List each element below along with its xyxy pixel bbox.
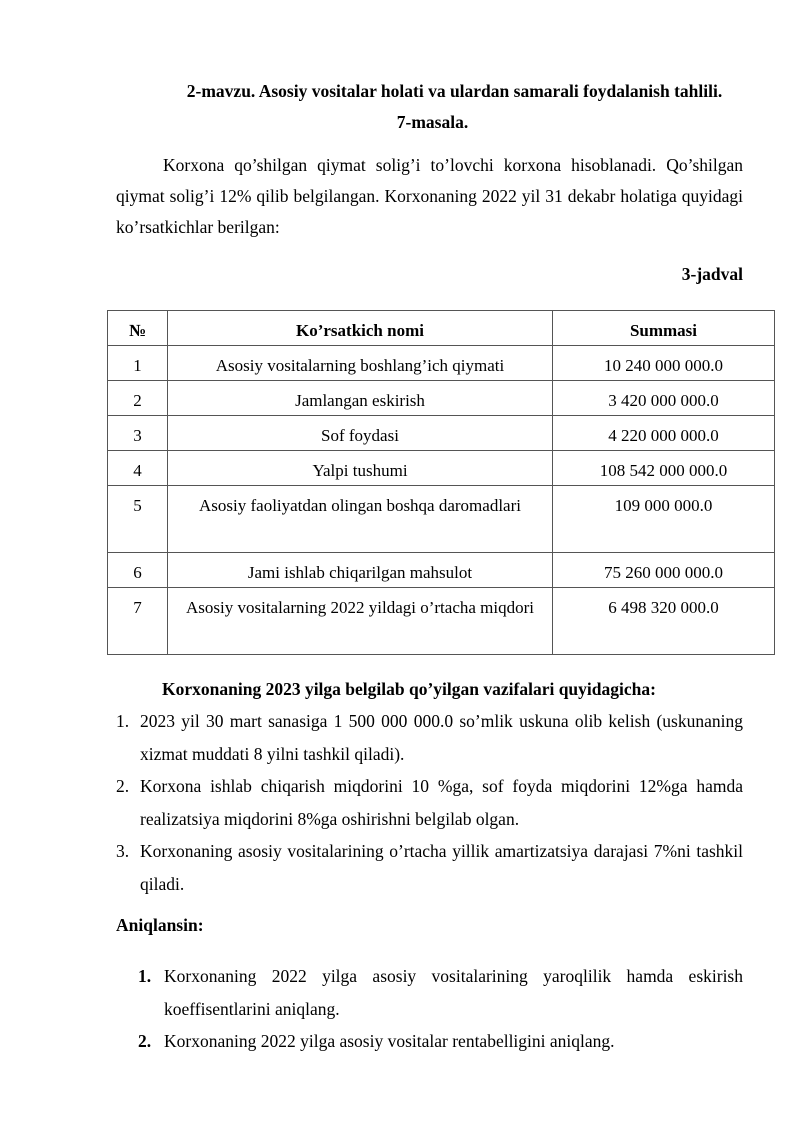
row-number: 2 (108, 381, 168, 416)
row-name: Yalpi tushumi (168, 451, 553, 486)
list-item (116, 835, 743, 900)
row-number: 6 (108, 553, 168, 588)
table-row (108, 553, 775, 588)
header-number: № (108, 311, 168, 346)
list-item (138, 960, 743, 1025)
list-item (116, 770, 743, 835)
list-item-text: Korxonaning 2022 yilga asosiy vositalar rentabelligini aniqlang. (164, 1031, 615, 1051)
row-number: 1 (108, 346, 168, 381)
header-indicator-name: Ko’rsatkich nomi (168, 311, 553, 346)
row-name: Jamlangan eskirish (168, 381, 553, 416)
list-item-text: 2023 yil 30 mart sanasiga 1 500 000 000.0 so’mlik uskuna olib kelish (uskunaning xizmat muddati 8 yilni tashkil qiladi). (140, 711, 743, 764)
row-amount: 75 260 000 000.0 (553, 553, 775, 588)
row-name: Jami ishlab chiqarilgan mahsulot (168, 553, 553, 588)
intro-paragraph: Korxona qo’shilgan qiymat solig’i to’lovchi korxona hisoblanadi. Qo’shilgan qiymat solig’i 12% qilib belgilangan. Korxonaning 2022 yil 31 dekabr holatiga quyidagi ko’rsatkichlar berilgan: (116, 155, 743, 237)
table-header-row (108, 311, 775, 346)
document-title (120, 76, 745, 138)
required-list (138, 960, 743, 1058)
header-amount: Summasi (553, 311, 775, 346)
row-amount: 4 220 000 000.0 (553, 416, 775, 451)
list-item-number: 1. (116, 711, 130, 731)
row-amount: 108 542 000 000.0 (553, 451, 775, 486)
required-heading: Aniqlansin: (116, 915, 204, 935)
indicators-table (107, 310, 775, 655)
row-number: 7 (108, 588, 168, 655)
list-item-text: Korxona ishlab chiqarish miqdorini 10 %ga, sof foyda miqdorini 12%ga hamda realizatsiya miqdorini 8%ga oshirishni belgilab olgan. (140, 776, 743, 829)
tasks-heading: Korxonaning 2023 yilga belgilab qo’yilgan vazifalari quyidagicha: (162, 679, 656, 699)
row-amount: 109 000 000.0 (553, 486, 775, 553)
row-name: Sof foydasi (168, 416, 553, 451)
row-amount: 10 240 000 000.0 (553, 346, 775, 381)
list-item-number: 3. (116, 841, 130, 861)
list-item-text: Korxonaning 2022 yilga asosiy vositalarining yaroqlilik hamda eskirish koeffisentlarini aniqlang. (164, 966, 743, 1019)
row-name: Asosiy vositalarning boshlang’ich qiymati (168, 346, 553, 381)
row-name: Asosiy faoliyatdan olingan boshqa daromadlari (168, 486, 553, 553)
list-item-text: Korxonaning asosiy vositalarining o’rtacha yillik amartizatsiya darajasi 7%ni tashkil qiladi. (140, 841, 743, 894)
title-line-2: 7-masala. (396, 112, 469, 132)
row-amount: 3 420 000 000.0 (553, 381, 775, 416)
list-item (138, 1025, 743, 1058)
list-item (116, 705, 743, 770)
row-number: 5 (108, 486, 168, 553)
list-item-number: 2. (116, 776, 130, 796)
row-name: Asosiy vositalarning 2022 yildagi o’rtacha miqdori (168, 588, 553, 655)
row-number: 3 (108, 416, 168, 451)
table-row (108, 451, 775, 486)
table-row (108, 416, 775, 451)
table-row (108, 486, 775, 553)
row-amount: 6 498 320 000.0 (553, 588, 775, 655)
table-row (108, 381, 775, 416)
tasks-list (116, 705, 743, 900)
title-line-1: 2-mavzu. Asosiy vositalar holati va ulardan samarali foydalanish tahlili. (186, 81, 723, 101)
list-item-number: 1. (138, 966, 152, 986)
table-row (108, 588, 775, 655)
row-number: 4 (108, 451, 168, 486)
list-item-number: 2. (138, 1031, 152, 1051)
table-label: 3-jadval (681, 264, 743, 284)
table-row (108, 346, 775, 381)
